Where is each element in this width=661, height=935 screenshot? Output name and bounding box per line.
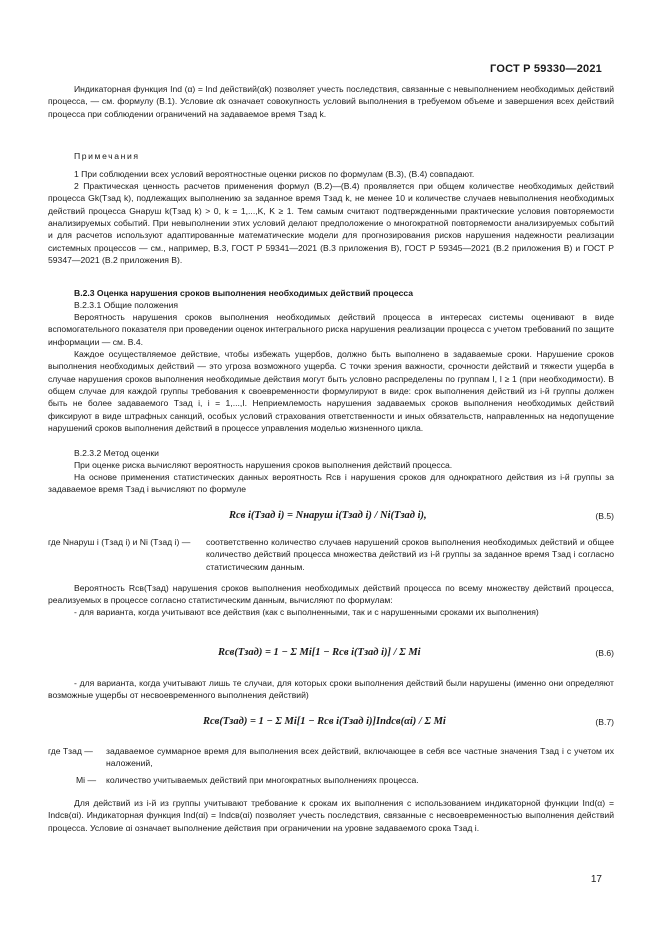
paragraph-probability: Вероятность нарушения сроков выполнения необходимых действий процесса в интересах системы оценивают в виде вспомогательного показателя при проведении оценок интегрального риска нарушения реализации процесса с учетом требований по защите информации — см. В.4. <box>48 312 614 347</box>
note-2: 2 Практическая ценность расчетов применения формул (В.2)—(В.4) проявляется при общем количестве необходимых действий процесса Gk(Tзад k), подлежащих выполнению за заданное время Tзад k, не менее 10 и количестве случаев невыполнения необходимых действий процесса Gнаруш k(Tзад k) > 0, k = 1,...,K, K ≥ 1. Тем самым считают подтвержденными практические условия повторяемости анализируемых событий. При невыполнении этих условий делают предположение о многократной повторяемости анализируемых событий и для расчетов используют адаптированные математические модели для прогнозирования рисков нарушения надежности реализации системных процессов — см., например, В.3, ГОСТ Р 59341—2021 (В.3 приложения В), ГОСТ Р 59345—2021 (В.2 приложения В) и ГОСТ Р 59347—2021 (В.2 приложения В). <box>48 181 614 266</box>
paragraph-variant-violated: - для варианта, когда учитывают лишь те случаи, для которых сроки выполнения действий были нарушены (именно они определяют возможные ущербы от несвоевременного выполнения действий) <box>48 678 614 701</box>
where-2-description-mi: количество учитываемых действий при многократных выполнениях процесса. <box>106 775 419 785</box>
standard-header: ГОСТ Р 59330—2021 <box>490 63 602 75</box>
notes-heading: Примечания <box>74 151 140 161</box>
formula-b7 <box>48 710 614 734</box>
paragraph-deadlines: Каждое осуществляемое действие, чтобы избежать ущербов, должно быть выполнено в задаваемые сроки. Нарушение сроков выполнения необходимых действий — это угроза возможного ущерба. С точки зрения важности, срочности действий и тяжести ущерба в случае нарушения сроков выполнения необходимые действия могут быть условно распределены по группам I, I ≥ 1 (при необходимости). В общем случае для каждой группы требования к своевременности формулируют в виде: срок выполнения действий из i-й группы должен быть не более задаваемого Tзад i, i = 1,...,I. Неприемлемость нарушения задаваемых сроков выполнения необходимых действий фиксируют в виде штрафных санкций, особых условий страхования ответственности и иных обязательств, направленных на недопущение нарушений сроков выполнения действий в процессе управления моделью жизненного цикла. <box>48 349 614 434</box>
formula-b5 <box>48 510 614 524</box>
formula-b7-number: (В.7) <box>595 717 614 727</box>
intro-paragraph: Индикаторная функция Ind (α) = Ind действий(αk) позволяет учесть последствия, связанные с невыполнением необходимых действий процесса, — см. формулу (В.1). Условие αk означает совокупность условий выполнения в требуемом объеме и завершения всех действий процесса при соблюдении ограничений на задаваемое время Tзад k. <box>48 84 614 119</box>
paragraph-estimate: При оценке риска вычисляют вероятность нарушения сроков выполнения действий процесса. <box>74 460 453 470</box>
page-number: 17 <box>590 874 602 885</box>
paragraph-overall-probability: Вероятность Rсв(Tзад) нарушения сроков выполнения необходимых действий процесса по всему множеству действий процесса, реализуемых в процессе согласно статистическим данным, вычисляют по формулам: <box>48 583 614 606</box>
where-2-label-mi: Mi — <box>76 775 97 785</box>
formula-b6 <box>48 641 614 665</box>
paragraph-variant-all: - для варианта, когда учитывают все действия (как с выполненными, так и с нарушенными сроками их выполнения) <box>74 607 539 617</box>
where-1-description: соответственно количество случаев нарушений сроков выполнения необходимых действий и общее количество действий процесса множества действий из i-й группы за заданное время Tзад i согласно статистическим данным. <box>206 537 614 572</box>
formula-b5-expression: Rсв i(Tзад i) = Nнаруш i(Tзад i) / Ni(Tзад i), <box>229 510 427 521</box>
subsection-general: В.2.3.1 Общие положения <box>74 300 179 310</box>
where-2-description-tzad: задаваемое суммарное время для выполнения всех действий, включающее в себя все частные значения Tзад i с учетом их наложений, <box>106 746 614 769</box>
formula-b7-expression: Rсв(Tзад) = 1 − Σ Mi[1 − Rсв i(Tзад i)]Indсв(αi) / Σ Mi <box>203 716 446 727</box>
section-title: В.2.3 Оценка нарушения сроков выполнения необходимых действий процесса <box>74 288 414 298</box>
where-block-3 <box>48 774 614 788</box>
formula-b5-number: (В.5) <box>595 511 614 521</box>
note-1: 1 При соблюдении всех условий вероятностные оценки рисков по формулам (В.3), (В.4) совпадают. <box>74 169 475 179</box>
paragraph-statistics: На основе применения статистических данных вероятность Rсв i нарушения сроков для однократного действия из i-й группы за задаваемое время Tзад i вычисляют по формуле <box>48 472 614 495</box>
subsection-method: В.2.3.2 Метод оценки <box>74 448 159 458</box>
where-1-label: где Nнаруш i (Tзад i) и Ni (Tзад i) — <box>48 537 191 547</box>
formula-b6-expression: Rсв(Tзад) = 1 − Σ Mi[1 − Rсв i(Tзад i)] / Σ Mi <box>218 647 421 658</box>
final-paragraph: Для действий из i-й из группы учитывают требование к срокам их выполнения с использованием индикаторной функции Ind(α) = Indсв(αi). Индикаторная функция Ind(αi) = Indсв(αi) позволяет учесть последствия, связанные с несвоевременностью выполнения действий процесса. Условие αi означает выполнение действия при ограничении на уровне задаваемого срока Tзад i. <box>48 798 614 833</box>
where-block-2 <box>48 745 614 771</box>
formula-b6-number: (В.6) <box>595 648 614 658</box>
where-2-label-tzad: где Tзад — <box>48 746 93 756</box>
where-block-1 <box>48 536 614 576</box>
